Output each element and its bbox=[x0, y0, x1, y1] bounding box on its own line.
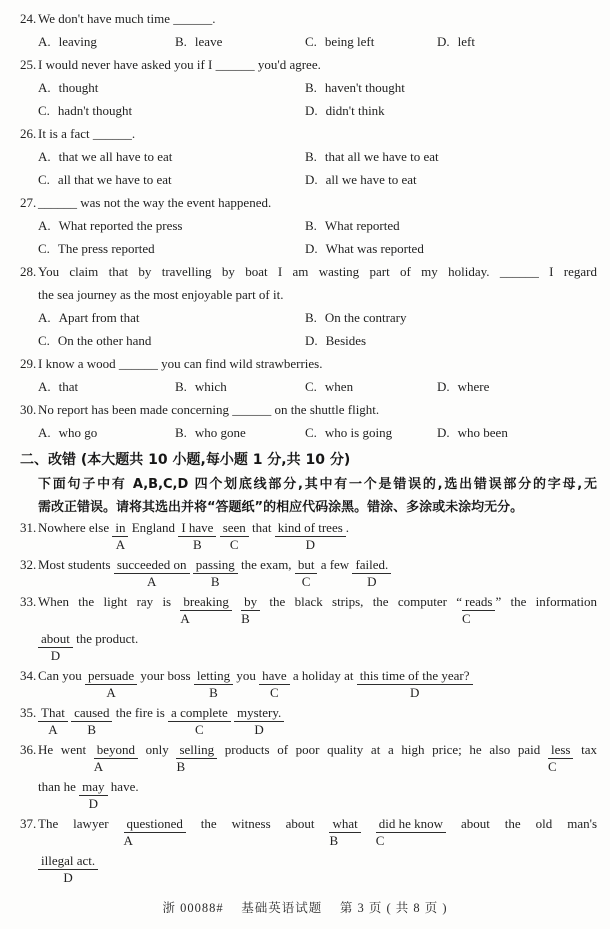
underlined-text: beyond bbox=[94, 741, 138, 759]
underlined-part bbox=[295, 556, 318, 589]
option-text: haven't thought bbox=[324, 80, 405, 95]
option-C bbox=[305, 375, 437, 398]
underlined-part bbox=[193, 556, 238, 589]
option-text: hadn't thought bbox=[57, 103, 133, 118]
option-text: where bbox=[457, 379, 490, 394]
underlined-part bbox=[38, 704, 68, 737]
option-text: being left bbox=[324, 34, 375, 49]
option-label: C. bbox=[38, 103, 50, 118]
underlined-text: That bbox=[38, 704, 68, 722]
options-row bbox=[20, 306, 597, 329]
option-text: all we have to eat bbox=[325, 172, 417, 187]
part-letter: C bbox=[462, 611, 471, 626]
underlined-text: but bbox=[295, 556, 318, 574]
option-D bbox=[305, 99, 385, 122]
option-B bbox=[305, 306, 407, 329]
option-A bbox=[38, 30, 175, 53]
underlined-text: persuade bbox=[85, 667, 137, 685]
underlined-text: selling bbox=[176, 741, 217, 759]
text-run: a holiday at bbox=[289, 668, 357, 683]
text-run: you bbox=[233, 668, 260, 683]
option-label: A. bbox=[38, 379, 51, 394]
part-letter: D bbox=[254, 722, 264, 737]
options-row bbox=[20, 145, 597, 168]
section-instructions bbox=[20, 473, 597, 519]
option-D bbox=[437, 375, 489, 398]
underlined-part bbox=[275, 519, 346, 552]
option-label: C. bbox=[38, 333, 50, 348]
option-text: leaving bbox=[58, 34, 97, 49]
option-A bbox=[38, 421, 175, 444]
option-label: D. bbox=[437, 34, 450, 49]
page-footer: 浙 00088# 基础英语试题 第 3 页 ( 共 8 页 ) bbox=[162, 901, 448, 915]
part-letter: D bbox=[88, 796, 99, 811]
question-number: 32. bbox=[20, 557, 37, 572]
stem-text: the sea journey as the most enjoyable part of it. bbox=[38, 287, 284, 302]
sentence-line bbox=[20, 519, 597, 556]
underlined-part bbox=[79, 778, 107, 811]
options-row bbox=[20, 237, 597, 260]
part-letter: B bbox=[176, 759, 186, 774]
option-label: A. bbox=[38, 310, 51, 325]
question-26 bbox=[20, 122, 597, 191]
underlined-text: breaking bbox=[180, 593, 231, 611]
stem-text: ______ was not the way the event happened. bbox=[38, 195, 272, 210]
option-label: A. bbox=[38, 34, 51, 49]
options-row bbox=[20, 99, 597, 122]
option-C bbox=[38, 99, 305, 122]
option-label: A. bbox=[38, 218, 51, 233]
option-text: thought bbox=[58, 80, 99, 95]
option-B bbox=[175, 421, 305, 444]
option-label: B. bbox=[175, 379, 187, 394]
option-text: On the other hand bbox=[57, 333, 152, 348]
part-letter: C bbox=[195, 722, 204, 737]
question-24 bbox=[20, 7, 597, 53]
options-row bbox=[20, 76, 597, 99]
underlined-text: questioned bbox=[124, 815, 186, 833]
question-number: 34. bbox=[20, 668, 37, 683]
options-row bbox=[20, 421, 597, 444]
text-run: products of poor quality at a high price; he also paid bbox=[217, 742, 548, 757]
option-text: On the contrary bbox=[324, 310, 407, 325]
underlined-text: did he know bbox=[376, 815, 446, 833]
option-label: D. bbox=[305, 172, 318, 187]
option-A bbox=[38, 76, 305, 99]
underlined-part bbox=[38, 852, 98, 885]
question-stem-line bbox=[20, 191, 597, 214]
option-text: left bbox=[457, 34, 475, 49]
question-stem-line bbox=[20, 122, 597, 145]
sentence-line bbox=[20, 741, 597, 778]
sentence-line bbox=[20, 556, 597, 593]
underlined-part bbox=[85, 667, 137, 700]
option-A bbox=[38, 306, 305, 329]
stem-text: It is a fact ______. bbox=[38, 126, 136, 141]
question-32 bbox=[20, 556, 597, 593]
underlined-text: succeeded on bbox=[114, 556, 190, 574]
mcq-section bbox=[20, 7, 597, 444]
question-stem-line bbox=[20, 283, 597, 306]
option-A bbox=[38, 375, 175, 398]
error-correction-section bbox=[20, 519, 597, 889]
option-label: A. bbox=[38, 149, 51, 164]
part-letter: B bbox=[193, 537, 202, 552]
underlined-text: illegal act. bbox=[38, 852, 98, 870]
option-label: B. bbox=[305, 149, 317, 164]
option-D bbox=[305, 329, 366, 352]
question-number: 35. bbox=[20, 705, 37, 720]
part-letter: A bbox=[180, 611, 190, 626]
underlined-part bbox=[329, 815, 360, 848]
option-label: C. bbox=[305, 379, 317, 394]
text-run: the product. bbox=[72, 631, 139, 646]
option-label: D. bbox=[305, 333, 318, 348]
options-row bbox=[20, 214, 597, 237]
option-text: What was reported bbox=[325, 241, 424, 256]
underlined-text: kind of trees bbox=[275, 519, 346, 537]
question-number: 29. bbox=[20, 356, 37, 371]
underlined-text: by bbox=[241, 593, 260, 611]
text-run: When the light ray is bbox=[38, 594, 181, 609]
option-A bbox=[38, 145, 305, 168]
question-35 bbox=[20, 704, 597, 741]
underlined-text: about bbox=[38, 630, 73, 648]
question-number: 33. bbox=[20, 594, 37, 609]
question-stem-line bbox=[20, 53, 597, 76]
underlined-text: a complete bbox=[168, 704, 231, 722]
text-run: England bbox=[128, 520, 179, 535]
stem-text: We don't have much time ______. bbox=[38, 11, 216, 26]
text-run: the fire is bbox=[112, 705, 169, 720]
part-letter: D bbox=[305, 537, 315, 552]
sentence-line bbox=[20, 593, 597, 630]
option-D bbox=[305, 237, 424, 260]
part-letter: C bbox=[375, 833, 385, 848]
question-number: 28. bbox=[20, 264, 37, 279]
underlined-part bbox=[241, 593, 260, 626]
option-label: A. bbox=[38, 425, 51, 440]
underlined-text: what bbox=[329, 815, 360, 833]
option-text: The press reported bbox=[57, 241, 155, 256]
option-label: D. bbox=[305, 241, 318, 256]
text-run bbox=[232, 594, 241, 609]
part-letter: A bbox=[48, 722, 58, 737]
stem-text: No report has been made concerning ______ on the shuttle flight. bbox=[38, 402, 380, 417]
option-label: B. bbox=[175, 34, 187, 49]
question-number: 25. bbox=[20, 57, 37, 72]
question-25 bbox=[20, 53, 597, 122]
option-D bbox=[437, 30, 475, 53]
underlined-part bbox=[168, 704, 231, 737]
underlined-part bbox=[462, 593, 495, 626]
part-letter: D bbox=[409, 685, 420, 700]
part-letter: B bbox=[87, 722, 97, 737]
option-C bbox=[305, 421, 437, 444]
option-label: C. bbox=[38, 241, 50, 256]
option-C bbox=[38, 168, 305, 191]
underlined-text: this time of the year? bbox=[357, 667, 473, 685]
underlined-part bbox=[114, 556, 190, 589]
part-letter: C bbox=[270, 685, 279, 700]
option-B bbox=[175, 30, 305, 53]
option-label: D. bbox=[437, 379, 450, 394]
instruction-line-2: 需改正错误。请将其选出并将“答题纸”的相应代码涂黑。错涂、多涂或未涂均无分。 bbox=[38, 500, 524, 515]
option-text: which bbox=[194, 379, 227, 394]
underlined-part bbox=[178, 519, 216, 552]
underlined-text: less bbox=[548, 741, 574, 759]
underlined-part bbox=[124, 815, 186, 848]
option-label: B. bbox=[305, 310, 317, 325]
option-label: D. bbox=[305, 103, 318, 118]
option-text: didn't think bbox=[325, 103, 385, 118]
underlined-part bbox=[259, 667, 290, 700]
option-text: who gone bbox=[194, 425, 246, 440]
underlined-part bbox=[376, 815, 446, 848]
underlined-text: caused bbox=[71, 704, 112, 722]
underlined-text: failed. bbox=[352, 556, 391, 574]
underlined-part bbox=[71, 704, 112, 737]
text-run: The lawyer bbox=[38, 816, 124, 831]
question-28 bbox=[20, 260, 597, 352]
question-29 bbox=[20, 352, 597, 398]
question-34 bbox=[20, 667, 597, 704]
question-33 bbox=[20, 593, 597, 667]
option-B bbox=[305, 214, 400, 237]
question-number: 26. bbox=[20, 126, 37, 141]
text-run: the witness about bbox=[185, 816, 330, 831]
option-text: leave bbox=[194, 34, 223, 49]
underlined-text: reads bbox=[462, 593, 495, 611]
part-letter: A bbox=[123, 833, 133, 848]
part-letter: D bbox=[50, 648, 61, 663]
option-label: A. bbox=[38, 80, 51, 95]
part-letter: D bbox=[63, 870, 73, 885]
option-text: Apart from that bbox=[58, 310, 140, 325]
underlined-part bbox=[352, 556, 391, 589]
text-run: the black strips, the computer “ bbox=[260, 594, 462, 609]
option-C bbox=[38, 237, 305, 260]
page-content bbox=[20, 7, 597, 889]
underlined-text: I have bbox=[178, 519, 216, 537]
option-text: Besides bbox=[325, 333, 367, 348]
part-letter: B bbox=[209, 685, 218, 700]
underlined-text: mystery. bbox=[234, 704, 284, 722]
underlined-part bbox=[180, 593, 231, 626]
question-number: 31. bbox=[20, 520, 37, 535]
options-row bbox=[20, 329, 597, 352]
underlined-text: seen bbox=[220, 519, 249, 537]
option-C bbox=[305, 30, 437, 53]
underlined-part bbox=[176, 741, 217, 774]
part-letter: C bbox=[229, 537, 239, 552]
text-run: your boss bbox=[137, 668, 194, 683]
text-run: that bbox=[248, 520, 275, 535]
underlined-text: may bbox=[79, 778, 107, 796]
text-run: Nowhere else bbox=[38, 520, 113, 535]
sentence-line bbox=[20, 815, 597, 852]
stem-text: I know a wood ______ you can find wild strawberries. bbox=[38, 356, 323, 371]
question-number: 27. bbox=[20, 195, 37, 210]
underlined-part bbox=[548, 741, 574, 774]
options-row bbox=[20, 168, 597, 191]
option-C bbox=[38, 329, 305, 352]
question-36 bbox=[20, 741, 597, 815]
option-text: that we all have to eat bbox=[58, 149, 173, 164]
question-number: 36. bbox=[20, 742, 37, 757]
option-label: C. bbox=[305, 425, 317, 440]
underlined-text: letting bbox=[194, 667, 233, 685]
option-text: all that we have to eat bbox=[57, 172, 172, 187]
part-letter: A bbox=[93, 759, 104, 774]
sentence-line bbox=[20, 778, 597, 815]
option-text: that bbox=[58, 379, 79, 394]
text-run: the exam, bbox=[237, 557, 295, 572]
option-B bbox=[305, 145, 439, 168]
part-letter: B bbox=[329, 833, 339, 848]
text-run: tax bbox=[573, 742, 597, 757]
question-number: 24. bbox=[20, 11, 37, 26]
underlined-text: in bbox=[112, 519, 128, 537]
sentence-line bbox=[20, 667, 597, 704]
part-letter: A bbox=[106, 685, 116, 700]
instruction-line-1: 下面句子中有 A,B,C,D 四个划底线部分,其中有一个是错误的,选出错误部分的字母,无 bbox=[38, 477, 597, 492]
text-run bbox=[361, 816, 376, 831]
part-letter: C bbox=[547, 759, 557, 774]
part-letter: B bbox=[241, 611, 250, 626]
underlined-part bbox=[94, 741, 138, 774]
text-run: have. bbox=[107, 779, 139, 794]
part-letter: C bbox=[301, 574, 311, 589]
option-label: D. bbox=[437, 425, 450, 440]
question-number: 37. bbox=[20, 816, 37, 831]
option-B bbox=[175, 375, 305, 398]
option-text: who go bbox=[58, 425, 98, 440]
part-letter: B bbox=[210, 574, 220, 589]
sentence-line bbox=[20, 704, 597, 741]
underlined-part bbox=[194, 667, 233, 700]
underlined-part bbox=[357, 667, 473, 700]
question-stem-line bbox=[20, 260, 597, 283]
question-27 bbox=[20, 191, 597, 260]
option-text: that all we have to eat bbox=[324, 149, 439, 164]
option-text: who been bbox=[457, 425, 508, 440]
text-run: . bbox=[345, 520, 350, 535]
option-label: B. bbox=[305, 80, 317, 95]
underlined-part bbox=[234, 704, 284, 737]
text-run: Most students bbox=[38, 557, 114, 572]
underlined-text: have bbox=[259, 667, 290, 685]
underlined-part bbox=[220, 519, 249, 552]
option-text: What reported the press bbox=[58, 218, 183, 233]
sentence-line bbox=[20, 630, 597, 667]
part-letter: A bbox=[115, 537, 126, 552]
part-letter: A bbox=[146, 574, 157, 589]
option-text: who is going bbox=[324, 425, 393, 440]
option-label: C. bbox=[38, 172, 50, 187]
option-label: B. bbox=[305, 218, 317, 233]
question-stem-line bbox=[20, 7, 597, 30]
question-30 bbox=[20, 398, 597, 444]
option-label: B. bbox=[175, 425, 187, 440]
underlined-part bbox=[38, 630, 73, 663]
option-text: What reported bbox=[324, 218, 400, 233]
question-stem-line bbox=[20, 398, 597, 421]
question-number: 30. bbox=[20, 402, 37, 417]
option-B bbox=[305, 76, 405, 99]
text-run: He went bbox=[38, 742, 94, 757]
stem-text: You claim that by travelling by boat I am wasting part of my holiday. ______ I regard bbox=[38, 264, 597, 279]
options-row bbox=[20, 30, 597, 53]
section-title: 二、改错 (本大题共 10 小题,每小题 1 分,共 10 分) bbox=[20, 452, 351, 468]
text-run: a few bbox=[317, 557, 353, 572]
question-31 bbox=[20, 519, 597, 556]
option-label: C. bbox=[305, 34, 317, 49]
text-run: Can you bbox=[38, 668, 85, 683]
text-run: ” the information bbox=[495, 594, 598, 609]
part-letter: D bbox=[367, 574, 377, 589]
sentence-line bbox=[20, 852, 597, 889]
question-stem-line bbox=[20, 352, 597, 375]
options-row bbox=[20, 375, 597, 398]
underlined-text: passing bbox=[193, 556, 238, 574]
option-A bbox=[38, 214, 305, 237]
option-D bbox=[305, 168, 417, 191]
stem-text: I would never have asked you if I ______ you'd agree. bbox=[38, 57, 321, 72]
option-D bbox=[437, 421, 508, 444]
text-run: only bbox=[138, 742, 177, 757]
text-run: than he bbox=[38, 779, 80, 794]
underlined-part bbox=[112, 519, 128, 552]
text-run: about the old man's bbox=[446, 816, 598, 831]
option-text: when bbox=[324, 379, 354, 394]
question-37 bbox=[20, 815, 597, 889]
